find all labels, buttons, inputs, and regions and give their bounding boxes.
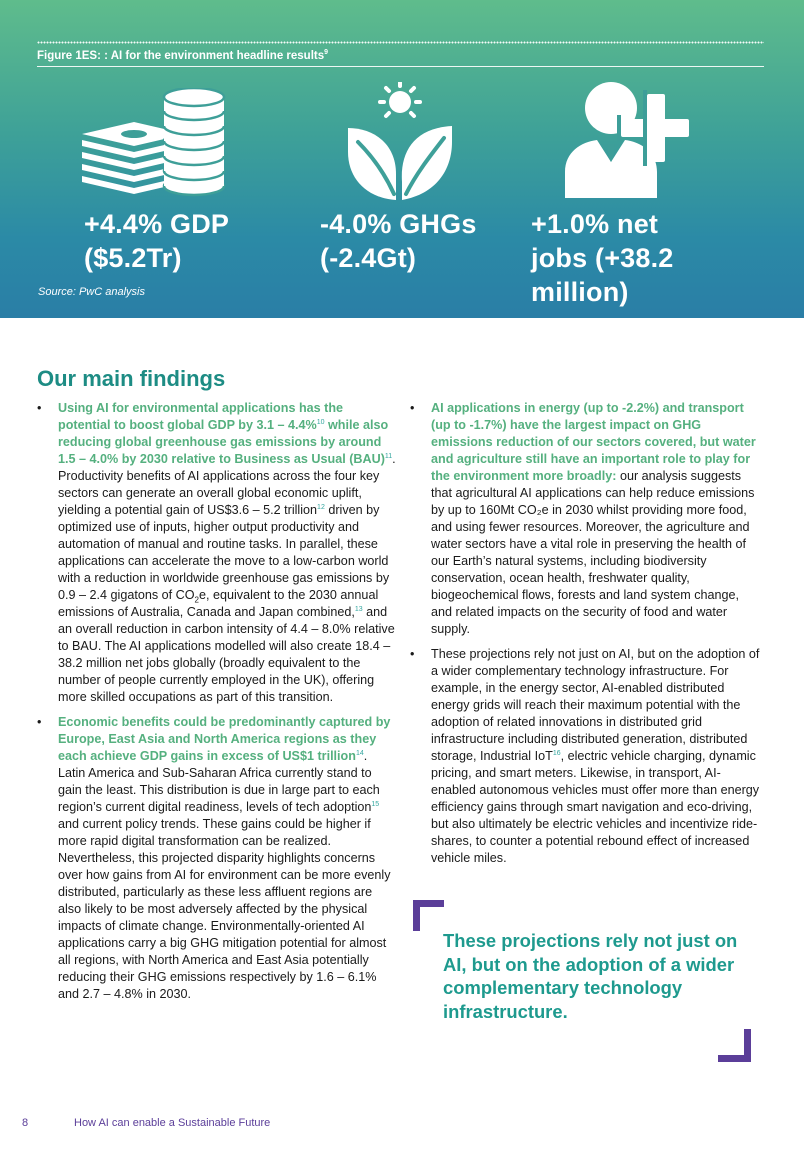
- finding-text: , electric vehicle charging, dynamic pricing, and smart meters. Likewise, in transport, AI-enabled autonomous vehicles must offer more than energy efficiency gains through smart navigation and eco-driving, but also ultimately be electric vehicles and incentivize ride-shares, to counter a potential rebound effect of increased vehicle miles.: [431, 749, 760, 865]
- sun-leaf-icon: [344, 82, 456, 202]
- figure-rule: [37, 66, 764, 67]
- finding-bullet-sectors: [410, 400, 762, 638]
- person-plus-icon: [563, 80, 689, 198]
- section-heading: Our main findings: [37, 366, 226, 391]
- jobs-stat-line2: jobs (+38.2: [531, 243, 674, 273]
- left-column: [37, 400, 397, 1011]
- ghg-stat-line1: -4.0% GHGs: [320, 209, 477, 239]
- gdp-stat-line1: +4.4% GDP: [84, 209, 230, 239]
- finding-lead: Economic benefits could be predominantly captured by Europe, East Asia and North America regions as they each achieve GDP gains in excess of US$1 trillion: [58, 715, 391, 763]
- footnote-ref: 15: [371, 800, 380, 808]
- bullet-dot: •: [410, 647, 415, 661]
- bullet-dot: •: [37, 715, 42, 729]
- finding-text: . Productivity benefits of AI applications across the four key sectors can generate an overall global economic uplift, yielding a potential gain of US$3.6 – 5.2 trillion: [58, 452, 396, 517]
- finding-bullet-infrastructure: [410, 646, 762, 867]
- finding-lead: while also reducing global greenhouse gas emissions by around 1.5 – 4.0% by 2030 relative to Business as Usual (BAU): [58, 418, 389, 466]
- pull-quote: These projections rely not just on AI, but on the adoption of a wider complementary technology infrastructure.: [443, 930, 738, 1022]
- quote-bracket-close: [718, 1029, 751, 1062]
- footnote-ref: 10: [316, 418, 325, 426]
- ghg-stat: [320, 207, 520, 275]
- quote-bracket-open: [413, 900, 444, 931]
- footnote-ref: 12: [317, 503, 325, 511]
- jobs-stat: [531, 207, 711, 309]
- finding-text: . Latin America and Sub-Saharan Africa currently stand to gain the least. This distribution is due in large part to each region’s current digital readiness, levels of tech adoption: [58, 749, 380, 814]
- bullet-dot: •: [410, 401, 415, 415]
- gdp-stat: [84, 207, 294, 275]
- finding-text: driven by optimized use of inputs, higher output productivity and automation of manual and routine tasks. In parallel, these applications can accelerate the move to a low-carbon world with a reduction in worldwide greenhouse gas emissions by 0.9 – 2.4 gigatons of CO: [58, 503, 390, 602]
- jobs-stat-line1: +1.0% net: [531, 209, 659, 239]
- source-note: Source: PwC analysis: [38, 286, 145, 298]
- dotted-rule: [37, 41, 764, 44]
- figure-title: Figure 1ES: : AI for the environment headline results$^9$: [37, 49, 329, 62]
- page-number: 8: [22, 1117, 29, 1129]
- finding-text: and an overall reduction in carbon intensity of 4.4 – 8.0% relative to BAU. The AI applications modelled will also create 18.4 – 38.2 million net jobs globally (broadly equivalent to the number of people currently employed in the UK), offering more skilled occupations as part of this transition.: [58, 605, 395, 704]
- footnote-ref: 11: [384, 452, 393, 460]
- finding-bullet-gdp: [37, 400, 397, 706]
- finding-text: e, equivalent to the 2030 annual emissions of Australia, Canada and Japan combined,: [58, 588, 379, 619]
- ghg-stat-line2: (-2.4Gt): [320, 243, 417, 273]
- footnote-ref: 16: [552, 749, 561, 757]
- subscript: 2: [194, 595, 199, 605]
- right-column: [410, 400, 762, 875]
- finding-bullet-regions: [37, 714, 397, 1003]
- figure-footnote: 9: [324, 49, 329, 56]
- gdp-stat-line2: ($5.2Tr): [84, 243, 182, 273]
- bullet-dot: •: [37, 401, 42, 415]
- finding-text: These projections rely not just on AI, but on the adoption of a wider complementary technology infrastructure. For example, in the energy sector, AI-enabled distributed energy grids will reach their maximum potential with the adoption of related innovations in distributed grid infrastructure including distributed generation, distributed storage, Industrial IoT: [431, 647, 760, 763]
- footer-title: How AI can enable a Sustainable Future: [74, 1117, 271, 1129]
- finding-lead: AI applications in energy (up to -2.2%) and transport (up to -1.7%) have the largest impact on GHG emissions reduction of our sectors covered, but water and agriculture still have an important role to play for the environment more broadly:: [431, 401, 756, 483]
- finding-lead: Using AI for environmental applications has the potential to boost global GDP by 3.1 – 4.4%: [58, 401, 344, 432]
- finding-text: and current policy trends. These gains could be higher if more rapid digital transformation can be realized. Nevertheless, this projected disparity highlights concerns over how gains from AI for environment can be more evenly distributed, particularly as these less affluent regions are also likely to be most adversely affected by the physical impacts of climate change. Environmentally-oriented AI applications carry a big GHG mitigation potential for almost all regions, with North America and East Asia potentially reducing their GHG emissions respectively by 1.6 – 6.1% and 2.7 – 4.8% in 2030.: [58, 817, 391, 1001]
- finding-text: our analysis suggests that agricultural AI applications can help reduce emissions by up to 160Mt CO₂e in 2030 whilst providing more food, and using fewer resources. Moreover, the agriculture and water sectors have a vital role in preserving the health of our Earth’s natural systems, including biodiversity conservation, ocean health, freshwater quality, biogeochemical flows, forests and land system change, and related impacts on the security of food and water supply.: [431, 469, 755, 636]
- hero-banner: [0, 0, 804, 318]
- jobs-stat-line3: million): [531, 277, 629, 307]
- footnote-ref: 13: [354, 605, 363, 613]
- money-stack-icon: [82, 88, 230, 200]
- footnote-ref: 14: [355, 749, 364, 757]
